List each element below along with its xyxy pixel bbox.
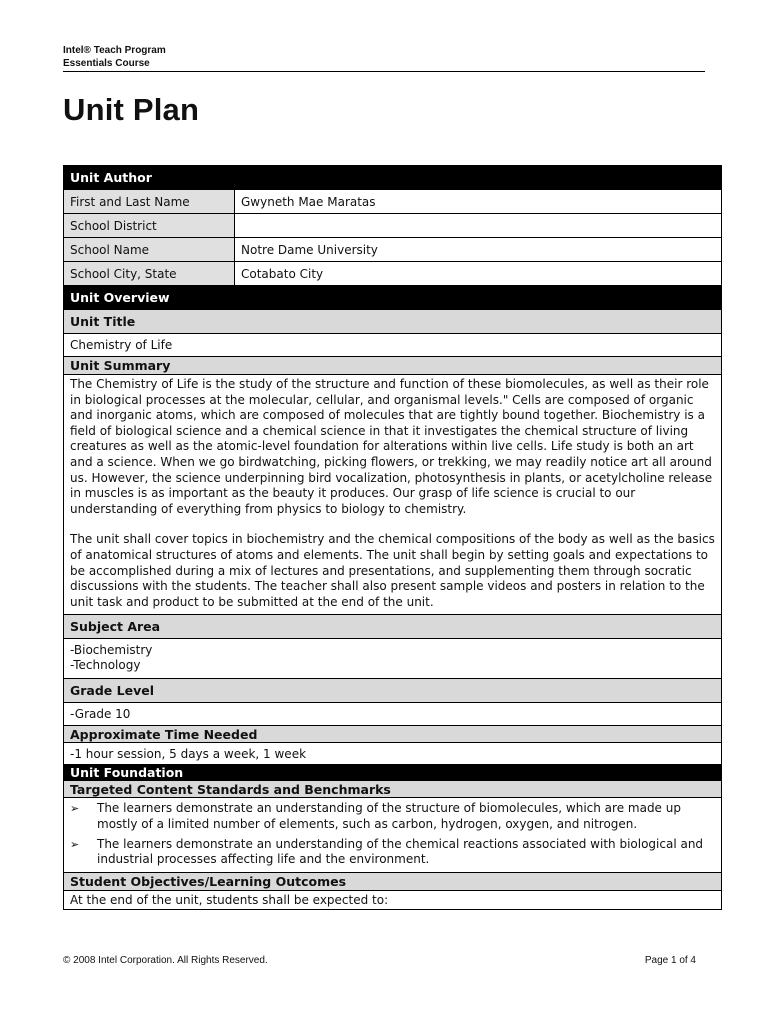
unit-overview-heading: Unit Overview [64, 285, 721, 309]
field-label: First and Last Name [64, 190, 235, 213]
subject-area-list [64, 638, 721, 678]
page-title: Unit Plan [63, 92, 200, 127]
field-label: School District [64, 214, 235, 237]
objectives-label: Student Objectives/Learning Outcomes [64, 872, 721, 890]
standard-text: The learners demonstrate an understanding of the chemical reactions associated with biological and industrial processes affecting life and the environment. [97, 836, 704, 867]
field-label: School Name [64, 238, 235, 261]
subject-area-label: Subject Area [64, 614, 721, 638]
unit-summary-label: Unit Summary [64, 356, 721, 374]
author-row-name [64, 189, 721, 213]
page-number: Page 1 of 4 [644, 955, 696, 966]
time-needed-value: -1 hour session, 5 days a week, 1 week [64, 742, 721, 764]
document-footer [63, 955, 696, 966]
list-item [70, 837, 715, 868]
grade-level-label: Grade Level [64, 678, 721, 702]
time-needed-label: Approximate Time Needed [64, 725, 721, 742]
field-label: School City, State [64, 262, 235, 285]
unit-title-label: Unit Title [64, 309, 721, 333]
author-row-school [64, 237, 721, 261]
course-name: Essentials Course [63, 58, 150, 69]
field-value [235, 214, 721, 237]
subject-item: -Biochemistry [70, 643, 153, 658]
field-value: Gwyneth Mae Maratas [235, 190, 721, 213]
summary-paragraph: The unit shall cover topics in biochemistry and the chemical compositions of the body as well as the basics of anatomical structures of atoms and elements. The unit shall begin by setting goals and expectations to be accomplished during a mix of lectures and presentations, and supplementing them through socratic discussions with the students. The teacher shall also present sample videos and posters in relation to the unit task and product to be submitted at the end of the unit. [70, 532, 715, 609]
unit-summary-text [64, 374, 721, 614]
unit-title-value: Chemistry of Life [64, 333, 721, 356]
objectives-intro: At the end of the unit, students shall be expected to: [64, 890, 721, 909]
standards-list [64, 797, 721, 871]
grade-level-value: -Grade 10 [64, 702, 721, 725]
unit-plan-table [63, 165, 722, 910]
summary-paragraph: The Chemistry of Life is the study of the structure and function of these biomolecules, as well as their role in biological processes at the molecular, cellular, and organismal levels." Cells are composed of organic and inorganic atoms, which are composed of molecules that are tightly bound together. Biochemistry is a field of biological science and a chemical science in that it investigates the chemical structure of living creatures as well as the atomic-level foundation for alterations within live cells. Life study is both an art and a science. When we go birdwatching, picking flowers, or trekking, we may readily notice art all around us. However, the science underpinning bird vocalization, photosynthesis in plants, or acetylcholine release in muscles is as important as the beauty it produces. Our grasp of life science is crucial to our understanding of everything from physics to biology to chemistry. [70, 377, 713, 516]
field-value: Cotabato City [235, 262, 721, 285]
standard-text: The learners demonstrate an understanding of the structure of biomolecules, which are made up mostly of a limited number of elements, such as carbon, hydrogen, oxygen, and nitrogen. [97, 801, 681, 831]
list-item [70, 801, 715, 832]
unit-foundation-heading: Unit Foundation [64, 764, 721, 780]
subject-item: -Technology [70, 658, 141, 673]
author-row-city [64, 261, 721, 285]
copyright-text: © 2008 Intel Corporation. All Rights Reserved. [63, 955, 268, 966]
arrow-bullet-icon: ➢ [70, 802, 80, 816]
document-header [63, 44, 705, 72]
field-value: Notre Dame University [235, 238, 721, 261]
author-row-district [64, 213, 721, 237]
arrow-bullet-icon: ➢ [70, 837, 80, 851]
standards-label: Targeted Content Standards and Benchmarks [64, 780, 721, 797]
unit-author-heading: Unit Author [64, 166, 721, 189]
program-name: Intel® Teach Program [63, 45, 166, 56]
